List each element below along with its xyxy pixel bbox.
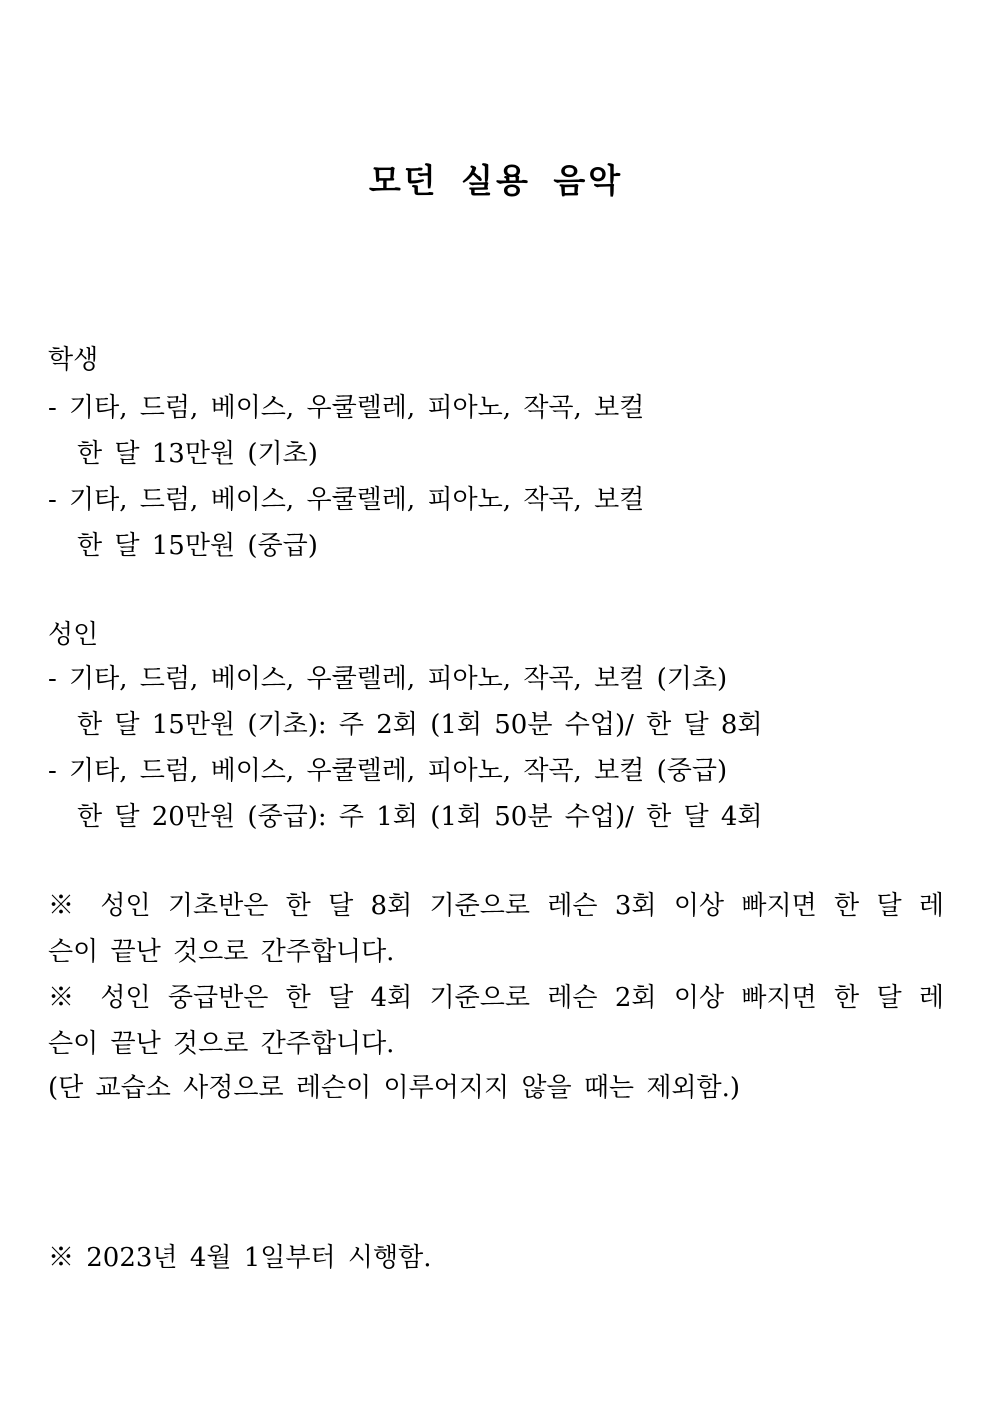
effective-date-note: ※ 2023년 4월 1일부터 시행함. (48, 1243, 432, 1273)
document-title: 모던 실용 음악 (368, 161, 624, 200)
student-courses-intermediate: - 기타, 드럼, 베이스, 우쿨렐레, 피아노, 작곡, 보컬 (48, 485, 645, 515)
adult-price-basic: 한 달 15만원 (기초): 주 2회 (1회 50분 수업)/ 한 달 8회 (77, 710, 763, 740)
adult-price-intermediate: 한 달 20만원 (중급): 주 1회 (1회 50분 수업)/ 한 달 4회 (77, 802, 763, 832)
note-intermediate-line1: ※ 성인 중급반은 한 달 4회 기준으로 레슨 2회 이상 빠지면 한 달 레 (48, 983, 944, 1013)
adult-courses-intermediate: - 기타, 드럼, 베이스, 우쿨렐레, 피아노, 작곡, 보컬 (중급) (48, 756, 728, 786)
student-price-intermediate: 한 달 15만원 (중급) (77, 531, 318, 561)
note-basic-line1: ※ 성인 기초반은 한 달 8회 기준으로 레슨 3회 이상 빠지면 한 달 레 (48, 891, 944, 921)
note-basic-line2: 슨이 끝난 것으로 간주합니다. (48, 937, 395, 967)
adult-heading: 성인 (48, 620, 99, 650)
student-courses-basic: - 기타, 드럼, 베이스, 우쿨렐레, 피아노, 작곡, 보컬 (48, 393, 645, 423)
exception-note: (단 교습소 사정으로 레슨이 이루어지지 않을 때는 제외함.) (48, 1073, 741, 1103)
student-heading: 학생 (48, 345, 99, 375)
note-intermediate-line2: 슨이 끝난 것으로 간주합니다. (48, 1029, 395, 1059)
student-price-basic: 한 달 13만원 (기초) (77, 439, 318, 469)
adult-courses-basic: - 기타, 드럼, 베이스, 우쿨렐레, 피아노, 작곡, 보컬 (기초) (48, 664, 728, 694)
